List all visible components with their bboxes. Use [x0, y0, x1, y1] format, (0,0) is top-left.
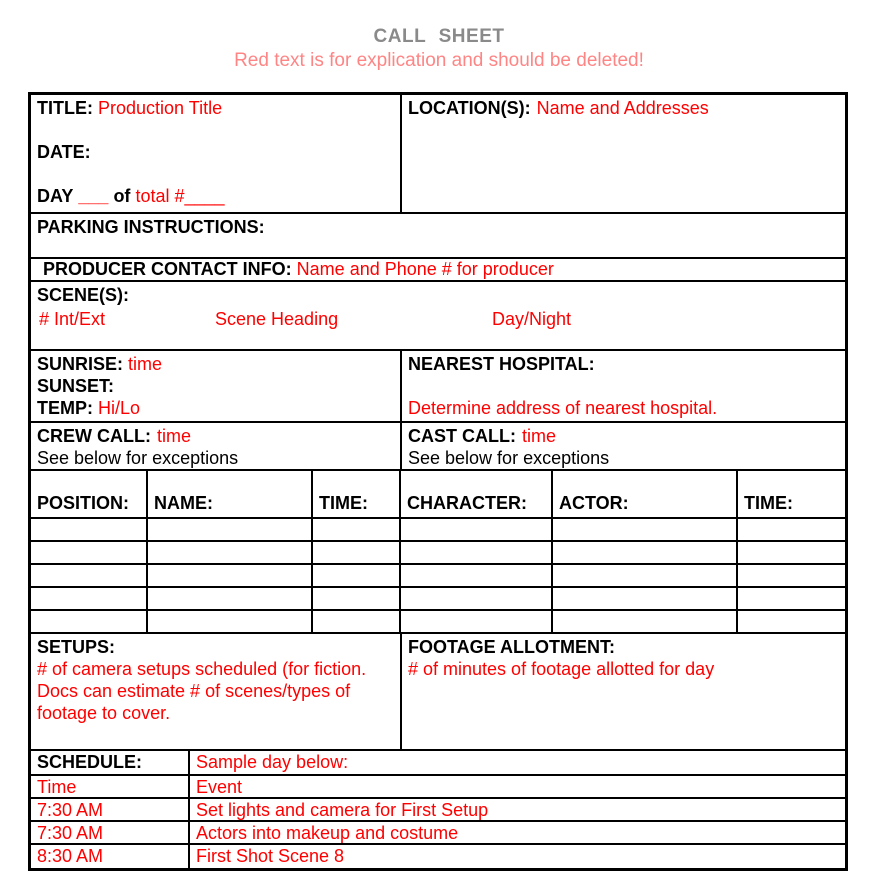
schedule-time: 8:30 AM [31, 845, 190, 868]
locations-label: LOCATION(S): [408, 98, 531, 118]
roster-cell-time-crew [313, 588, 401, 609]
title-date-day-cell [31, 95, 402, 212]
crew-call-line [37, 425, 394, 447]
crew-call-label: CREW CALL: [37, 426, 151, 446]
roster-header-character: CHARACTER: [401, 471, 553, 517]
scenes-cell [31, 282, 845, 349]
roster-cell-name [148, 542, 313, 563]
row-sun-hospital [31, 351, 845, 423]
roster-cell-character [401, 542, 553, 563]
roster-cell-time-crew [313, 611, 401, 632]
roster-cell-actor [553, 565, 738, 586]
footage-note: # of minutes of footage allotted for day [408, 659, 715, 679]
roster-empty-row [31, 542, 845, 565]
roster-cell-actor [553, 611, 738, 632]
cast-call-note: See below for exceptions [408, 448, 610, 468]
sunset-label: SUNSET: [37, 376, 115, 396]
producer-label: PRODUCER CONTACT INFO: [43, 259, 292, 279]
setups-label: SETUPS: [37, 637, 116, 657]
document-title: CALL SHEET [373, 26, 505, 47]
roster-cell-time-cast [738, 588, 845, 609]
roster-empty-row [31, 611, 845, 634]
locations-cell [402, 95, 845, 212]
schedule-event: First Shot Scene 8 [196, 846, 345, 866]
roster-cell-position [31, 542, 148, 563]
footage-label: FOOTAGE ALLOTMENT: [408, 637, 615, 657]
roster-cell-actor [553, 588, 738, 609]
schedule-time: 7:30 AM [31, 799, 190, 820]
schedule-row [31, 776, 845, 799]
cast-call-label: CAST CALL: [408, 426, 516, 446]
scene-col-daynight: Day/Night [492, 309, 572, 329]
footage-cell [402, 634, 845, 749]
cast-call-value: time [521, 426, 556, 446]
roster-cell-actor [553, 542, 738, 563]
roster-empty-row [31, 519, 845, 542]
schedule-event: Actors into makeup and costume [196, 823, 459, 843]
sun-temp-cell [31, 351, 402, 421]
roster-cell-position [31, 588, 148, 609]
schedule-row [31, 845, 845, 868]
schedule-intro: Sample day below: [196, 752, 349, 772]
setups-cell [31, 634, 402, 749]
day-label: DAY [37, 186, 74, 206]
row-parking [31, 214, 845, 259]
roster-cell-time-cast [738, 542, 845, 563]
roster-empty-row [31, 565, 845, 588]
title-line [37, 97, 394, 119]
row-title-location [31, 95, 845, 214]
cast-call-cell [402, 423, 845, 469]
roster-cell-character [401, 588, 553, 609]
temp-value: Hi/Lo [98, 398, 141, 418]
row-producer [31, 259, 845, 282]
roster-empty-row [31, 588, 845, 611]
crew-call-value: time [156, 426, 191, 446]
temp-label: TEMP: [37, 398, 93, 418]
schedule-row [31, 822, 845, 845]
schedule-event: Event [196, 777, 243, 797]
roster-cell-character [401, 565, 553, 586]
sunset-line [37, 375, 394, 397]
scenes-label: SCENE(S): [37, 285, 130, 305]
roster-cell-time-crew [313, 565, 401, 586]
roster-header-actor: ACTOR: [553, 471, 738, 517]
date-line [37, 141, 394, 163]
day-line [37, 185, 394, 207]
parking-cell [31, 214, 845, 257]
roster-cell-time-cast [738, 611, 845, 632]
roster-cell-position [31, 519, 148, 540]
schedule-row [31, 799, 845, 822]
setups-note: # of camera setups scheduled (for fiction. Docs can estimate # of scenes/types of footage to cover. [37, 659, 367, 723]
sunrise-value: time [128, 354, 163, 374]
schedule-label: SCHEDULE: [31, 751, 190, 774]
row-calls [31, 423, 845, 471]
date-label: DATE: [37, 142, 91, 162]
parking-label: PARKING INSTRUCTIONS: [37, 217, 265, 237]
title-label: TITLE: [37, 98, 93, 118]
producer-value: Name and Phone # for producer [296, 259, 554, 279]
schedule-event: Set lights and camera for First Setup [196, 800, 489, 820]
roster-header-time-cast: TIME: [744, 493, 793, 513]
roster-cell-character [401, 519, 553, 540]
roster-cell-name [148, 565, 313, 586]
crew-call-note: See below for exceptions [37, 448, 239, 468]
roster-header-row [31, 471, 845, 519]
hospital-note: Determine address of nearest hospital. [408, 398, 718, 418]
cast-call-line [408, 425, 839, 447]
roster-header-time-crew: TIME: [313, 471, 401, 517]
roster-cell-time-cast [738, 565, 845, 586]
roster-cell-position [31, 565, 148, 586]
schedule-time: Time [31, 776, 190, 797]
day-total: total #____ [135, 186, 225, 206]
roster-cell-time-crew [313, 519, 401, 540]
hospital-cell [402, 351, 845, 421]
roster-cell-time-cast [738, 519, 845, 540]
crew-call-cell [31, 423, 402, 469]
roster-cell-name [148, 611, 313, 632]
locations-value: Name and Addresses [536, 98, 709, 118]
row-setups-footage [31, 634, 845, 751]
roster-cell-position [31, 611, 148, 632]
day-blank: ___ [78, 186, 109, 206]
document-subtitle: Red text is for explication and should be deleted! [234, 50, 644, 71]
temp-line [37, 397, 394, 419]
roster-cell-name [148, 519, 313, 540]
roster-header-name: NAME: [148, 471, 313, 517]
schedule-header-row [31, 751, 845, 776]
scene-col-heading: Scene Heading [215, 309, 339, 329]
schedule-time: 7:30 AM [31, 822, 190, 843]
row-scenes [31, 282, 845, 351]
title-value: Production Title [98, 98, 223, 118]
call-sheet-table [28, 92, 848, 871]
roster-cell-name [148, 588, 313, 609]
roster-header-position: POSITION: [31, 471, 148, 517]
roster-cell-time-crew [313, 542, 401, 563]
scene-column-guides [31, 308, 845, 330]
hospital-label: NEAREST HOSPITAL: [408, 354, 595, 374]
sunrise-line [37, 353, 394, 375]
producer-cell [37, 259, 839, 280]
sunrise-label: SUNRISE: [37, 354, 124, 374]
roster-cell-character [401, 611, 553, 632]
roster-cell-actor [553, 519, 738, 540]
scene-col-intext: # Int/Ext [39, 309, 106, 329]
day-of: of [113, 186, 131, 206]
